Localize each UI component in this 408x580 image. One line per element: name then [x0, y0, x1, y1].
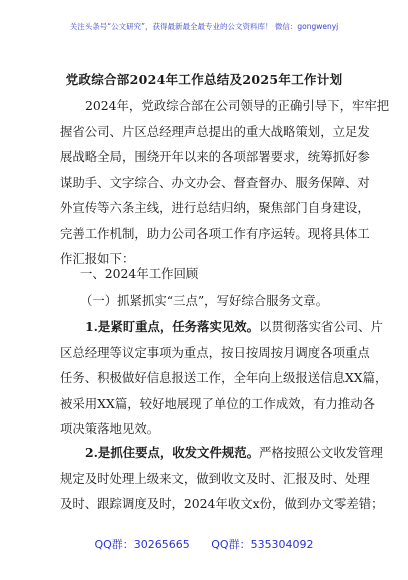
item-1-line: 被采用XX篇，较好地展现了单位的工作成效，有力推动各 — [60, 395, 376, 411]
top-notice: 关注头条号“公文研究”，获得最新最全最专业的公文资料库！ 微信：gongwenyj — [69, 22, 339, 31]
intro-line: 作汇报如下： — [60, 251, 135, 266]
page-title: 党政综合部2024年工作总结及2025年工作计划 — [65, 72, 343, 87]
intro-line: 谋助手、文字综合、办文办会、督查督办、服务保障、对 — [60, 174, 370, 190]
intro-line: 外宣传等六条主线，进行总结归纳，聚焦部门自身建设， — [60, 200, 370, 215]
subsection-heading: （一）抓紧抓实“三点”，写好综合服务文章。 — [80, 293, 329, 308]
item-2-first-rest: 严格按照公文收发管理 — [259, 445, 383, 460]
item-2-paragraph — [60, 440, 384, 517]
item-1-line: 区总经理等议定事项为重点，按日按周按月调度各项重点 — [60, 344, 370, 360]
item-2-line: 及时、跟踪调度及时，2024年收文x份，做到办文零差错； — [60, 496, 384, 511]
intro-line: 完善工作机制，助力公司各项工作有序运转。现将具体工 — [60, 225, 370, 241]
intro-line: 握省公司、片区总经理声总提出的重大战略策划，立足发 — [60, 123, 370, 139]
section-heading: 一、2024年工作回顾 — [80, 266, 199, 281]
footer-qq-group-1: QQ群：30265665 — [94, 538, 190, 551]
item-2-first-line — [60, 440, 383, 466]
item-1-line: 项决策落地见效。 — [60, 421, 160, 436]
footer-contacts — [0, 536, 408, 552]
item-1-first-rest: 以贯彻落实省公司、片 — [259, 319, 383, 334]
item-1-lead: 1.是紧盯重点，任务落实见效。 — [85, 319, 260, 334]
intro-line: 展战略全局，围绕开年以来的各项部署要求，统筹抓好参 — [60, 149, 370, 164]
item-2-lead: 2.是抓住要点，收发文件规范。 — [85, 445, 260, 460]
item-1-first-line — [60, 314, 383, 340]
intro-line: 2024年，党政综合部在公司领导的正确引导下，牢牢把 — [85, 98, 390, 113]
intro-paragraph — [60, 93, 390, 272]
item-2-line: 规定及时处理上级来文，做到收文及时、汇报及时、处理 — [60, 470, 370, 486]
item-1-line: 任务、积极做好信息报送工作，全年向上级报送信息XX篇， — [60, 370, 388, 385]
item-1-paragraph — [60, 314, 388, 442]
footer-qq-group-2: QQ群：535304092 — [211, 538, 314, 551]
